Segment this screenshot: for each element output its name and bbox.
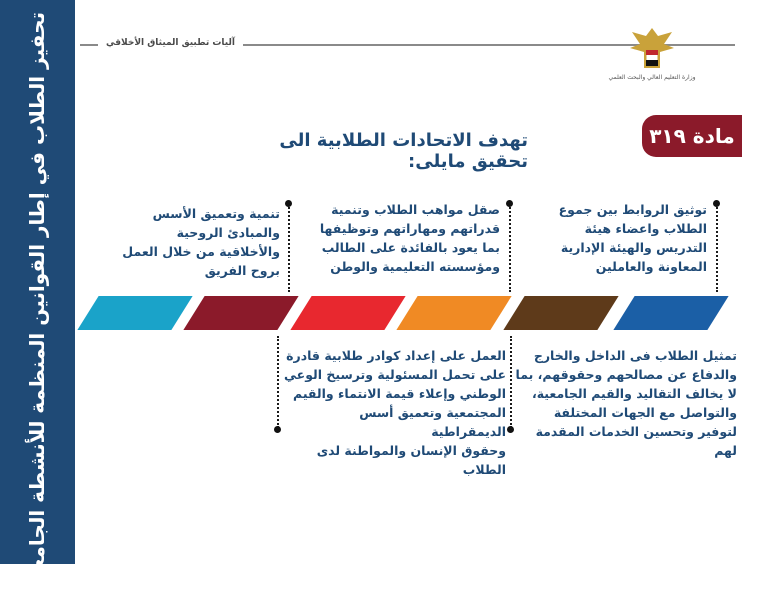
goal-text: العمل على إعداد كوادر طلابية قادرة على تحمل المسئولية وترسيخ الوعي الوطني وإعلاء قيمة الانتماء والقيم المجتمعية وتعميق أسس الديمقراطية وحقوق الإنسان والمواطنة لدى الطلاب [284, 348, 506, 477]
goal-text: تمثيل الطلاب فى الداخل والخارج والدفاع عن مصالحهم وحقوقهم، بما لا يخالف التقاليد والقيم الجامعية، والتواصل مع الجهات المختلفة لتوفير وتحسين الخدمات المقدمة لهم [515, 348, 737, 458]
timeline-segment [183, 296, 298, 330]
connector-dot [713, 200, 720, 207]
connector-dot [285, 200, 292, 207]
logo-caption: وزارة التعليم العالي والبحث العلمي [608, 74, 696, 81]
timeline-segment [77, 296, 192, 330]
connector-dot [506, 200, 513, 207]
goal-text: تنمية وتعميق الأسس والمبادئ الروحية والأخلاقية من خلال العمل بروح الفريق [122, 206, 280, 278]
connector-line [510, 336, 512, 428]
page-heading: تهدف الاتحادات الطلابية الى تحقيق مايلى: [279, 130, 528, 172]
connector-dot [274, 426, 281, 433]
connector-line [288, 204, 290, 292]
header-title: آليات تطبيق الميثاق الأخلاقي [98, 38, 243, 48]
sidebar [0, 0, 75, 590]
timeline-segment [503, 296, 618, 330]
timeline-segment [290, 296, 405, 330]
sidebar-title: تحفيز الطلاب في إطار القوانين المنظمة للأنشطة الجامعية [25, 12, 49, 590]
connector-line [277, 336, 279, 428]
connector-line [509, 204, 511, 292]
goal-text: توثيق الروابط بين جموع الطلاب واعضاء هيئة التدريس والهيئة الإدارية المعاونة والعاملين [558, 202, 707, 274]
timeline-segment [613, 296, 728, 330]
timeline-segment [396, 296, 511, 330]
eagle-logo-icon [612, 22, 692, 92]
connector-line [716, 204, 718, 292]
goal-text: صقل مواهب الطلاب وتنمية قدراتهم ومهاراتهم وتوظيفها بما يعود بالفائدة على الطالب ومؤسسته التعليمية والوطن [319, 202, 500, 274]
connector-dot [507, 426, 514, 433]
article-badge: مادة ٣١٩ [642, 115, 742, 157]
